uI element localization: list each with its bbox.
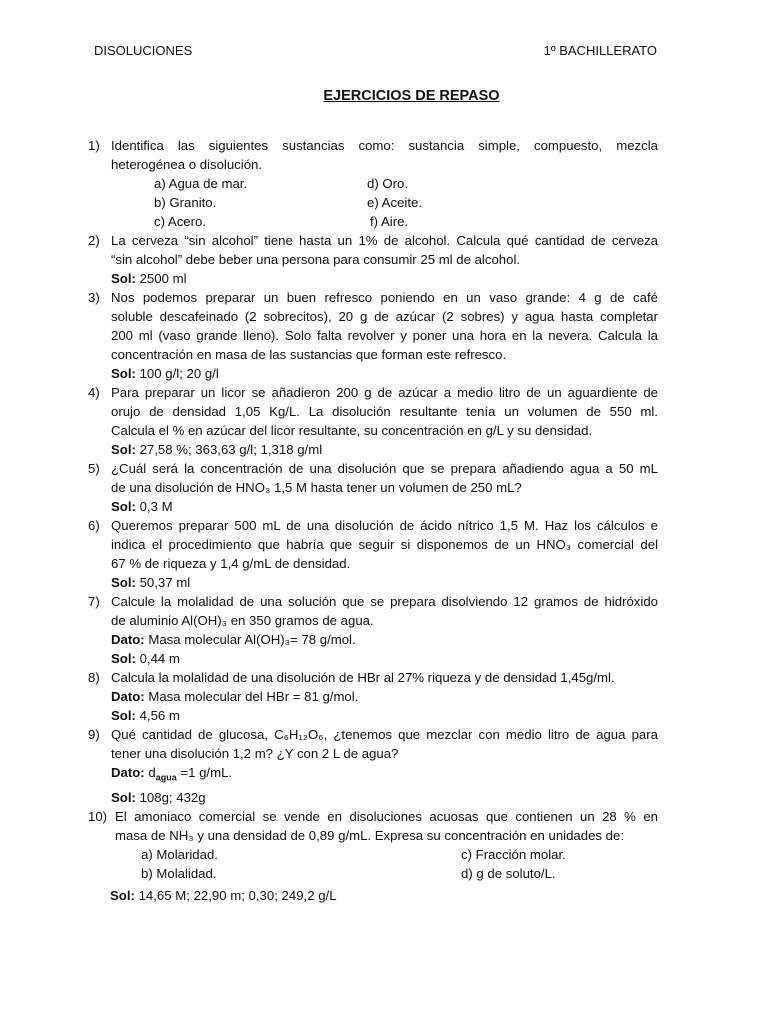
solution-value: 0,44 m bbox=[135, 651, 180, 666]
option-row bbox=[111, 174, 658, 193]
option-item: d) g de soluto/L. bbox=[461, 865, 556, 881]
exercise-number: 3) bbox=[88, 290, 100, 305]
data-subscript: agua bbox=[155, 772, 177, 783]
option-item: a) Agua de mar. bbox=[154, 176, 248, 191]
exercise-4 bbox=[88, 383, 658, 459]
exercise-3 bbox=[88, 288, 658, 383]
solution bbox=[111, 497, 658, 516]
solution bbox=[111, 788, 658, 807]
exercise-list bbox=[88, 136, 658, 883]
solution-label: Sol: bbox=[111, 789, 136, 805]
exercise-text: Queremos preparar 500 mL de una disolución de ácido nítrico 1,5 M. Haz los cálculos e bbox=[111, 518, 658, 533]
solution bbox=[111, 573, 658, 592]
solution-label: Sol: bbox=[111, 651, 136, 666]
solution bbox=[111, 706, 658, 725]
exercise-5 bbox=[88, 459, 658, 516]
solution-label: Sol: bbox=[111, 575, 136, 590]
solution-label: Sol: bbox=[111, 271, 136, 286]
option-row bbox=[115, 864, 658, 883]
option-item: d) Oro. bbox=[367, 176, 409, 191]
exercise-number: 2) bbox=[88, 233, 100, 248]
exercise-text: orujo de densidad 1,05 Kg/L. La disolución resultante tenía un volumen de 550 ml. bbox=[111, 404, 658, 419]
solution-label: Sol: bbox=[111, 499, 136, 514]
data-note bbox=[111, 687, 658, 706]
exercise-number: 5) bbox=[88, 461, 100, 476]
solution-value: 100 g/l; 20 g/l bbox=[135, 366, 219, 381]
data-value: Masa molecular del HBr = 81 g/mol. bbox=[144, 689, 359, 704]
option-item: c) Fracción molar. bbox=[461, 846, 566, 862]
exercise-1 bbox=[88, 136, 658, 231]
exercise-text: concentración en masa de las sustancias que forman este refresco. bbox=[111, 347, 507, 362]
solution bbox=[111, 364, 658, 383]
solution-value: 2500 ml bbox=[135, 271, 187, 286]
solution-value: 27,58 %; 363,63 g/l; 1,318 g/ml bbox=[135, 442, 323, 457]
exercise-text: Calcula la molalidad de una disolución de HBr al 27% riqueza y de densidad 1,45g/ml. bbox=[111, 670, 615, 685]
exercise-text: Nos podemos preparar un buen refresco poniendo en un vaso grande: 4 g de café bbox=[111, 290, 658, 305]
solution-value: 14,65 M; 22,90 m; 0,30; 249,2 g/L bbox=[134, 888, 337, 903]
option-item: b) Granito. bbox=[154, 195, 217, 210]
solution-value: 0,3 M bbox=[135, 499, 173, 514]
exercise-text: 67 % de riqueza y 1,4 g/mL de densidad. bbox=[111, 556, 351, 571]
solution-value: 108g; 432g bbox=[135, 789, 206, 805]
exercise-number: 4) bbox=[88, 385, 100, 400]
header-subject: DISOLUCIONES bbox=[94, 43, 193, 58]
solution-value: 50,37 ml bbox=[135, 575, 191, 590]
exercise-text: Qué cantidad de glucosa, C₆H₁₂O₆, ¿tenemos que mezclar con medio litro de agua para bbox=[111, 727, 658, 742]
option-item: f) Aire. bbox=[370, 214, 409, 229]
exercise-text: masa de NH₃ y una densidad de 0,89 g/mL. Expresa su concentración en unidades de: bbox=[115, 827, 625, 843]
exercise-10 bbox=[88, 807, 658, 883]
exercise-6 bbox=[88, 516, 658, 592]
exercise-7 bbox=[88, 592, 658, 668]
exercise-8 bbox=[88, 668, 658, 725]
data-value: Masa molecular Al(OH)₃= 78 g/mol. bbox=[144, 632, 356, 647]
solution bbox=[111, 269, 658, 288]
exercise-text: La cerveza “sin alcohol” tiene hasta un 1% de alcohol. Calcula qué cantidad de cerveza bbox=[111, 233, 658, 248]
exercise-text: heterogénea o disolución. bbox=[111, 157, 263, 172]
solution-label: Sol: bbox=[110, 888, 135, 903]
data-value: d bbox=[144, 765, 156, 780]
exercise-text: soluble descafeinado (2 sobrecitos), 20 g de azúcar (2 sobres) y agua hasta completar bbox=[111, 309, 658, 324]
option-item: e) Aceite. bbox=[367, 195, 422, 210]
data-note bbox=[111, 630, 658, 649]
exercise-number: 8) bbox=[88, 670, 100, 685]
header-course: 1º BACHILLERATO bbox=[543, 43, 657, 58]
exercise-text: de aluminio Al(OH)₃ en 350 gramos de agua. bbox=[111, 613, 374, 628]
exercise-2 bbox=[88, 231, 658, 288]
option-row bbox=[111, 193, 658, 212]
option-item: b) Molalidad. bbox=[141, 865, 217, 881]
solution bbox=[111, 440, 658, 459]
exercise-number: 1) bbox=[88, 138, 100, 153]
data-note bbox=[111, 763, 658, 788]
exercise-text: Para preparar un licor se añadieron 200 g de azúcar a medio litro de un aguardiente de bbox=[111, 385, 658, 400]
exercise-text: de una disolución de HNO₃ 1,5 M hasta tener un volumen de 250 mL? bbox=[111, 480, 522, 495]
exercise-text: indica el procedimiento que habría que seguir si disponemos de un HNO₃ comercial del bbox=[111, 537, 658, 552]
solution-label: Sol: bbox=[111, 442, 136, 457]
exercise-text: Calcula el % en azúcar del licor resultante, su concentración en g/L y su densidad. bbox=[111, 423, 593, 438]
solution bbox=[111, 649, 658, 668]
exercise-text: Identifica las siguientes sustancias como: sustancia simple, compuesto, mezcla bbox=[111, 138, 658, 153]
solution-label: Sol: bbox=[111, 366, 136, 381]
exercise-number: 10) bbox=[88, 808, 108, 824]
exercise-text: tener una disolución 1,2 m? ¿Y con 2 L de agua? bbox=[111, 746, 399, 761]
solution bbox=[110, 888, 337, 903]
exercise-text: Calcule la molalidad de una solución que se prepara disolviendo 12 gramos de hidróxido bbox=[111, 594, 658, 609]
solution-label: Sol: bbox=[111, 708, 136, 723]
exercise-text: El amoniaco comercial se vende en disoluciones acuosas que contienen un 28 % en bbox=[115, 808, 658, 824]
data-value: =1 g/mL. bbox=[176, 765, 233, 780]
solution-value: 4,56 m bbox=[135, 708, 180, 723]
exercise-number: 6) bbox=[88, 518, 100, 533]
data-label: Dato: bbox=[111, 689, 145, 704]
option-item: c) Acero. bbox=[154, 214, 207, 229]
option-row bbox=[111, 212, 658, 231]
option-row bbox=[115, 845, 658, 864]
data-label: Dato: bbox=[111, 632, 145, 647]
exercise-number: 7) bbox=[88, 594, 100, 609]
exercise-text: “sin alcohol” debe beber una persona para consumir 25 ml de alcohol. bbox=[111, 252, 521, 267]
exercise-number: 9) bbox=[88, 727, 100, 742]
option-item: a) Molaridad. bbox=[141, 846, 218, 862]
page-title: EJERCICIOS DE REPASO bbox=[323, 88, 500, 104]
exercise-9 bbox=[88, 725, 658, 807]
data-label: Dato: bbox=[111, 765, 145, 780]
exercise-text: 200 ml (vaso grande lleno). Solo falta revolver y poner una hora en la nevera. Calcula la bbox=[111, 328, 658, 343]
exercise-text: ¿Cuál será la concentración de una disolución que se prepara añadiendo agua a 50 mL bbox=[111, 461, 658, 476]
